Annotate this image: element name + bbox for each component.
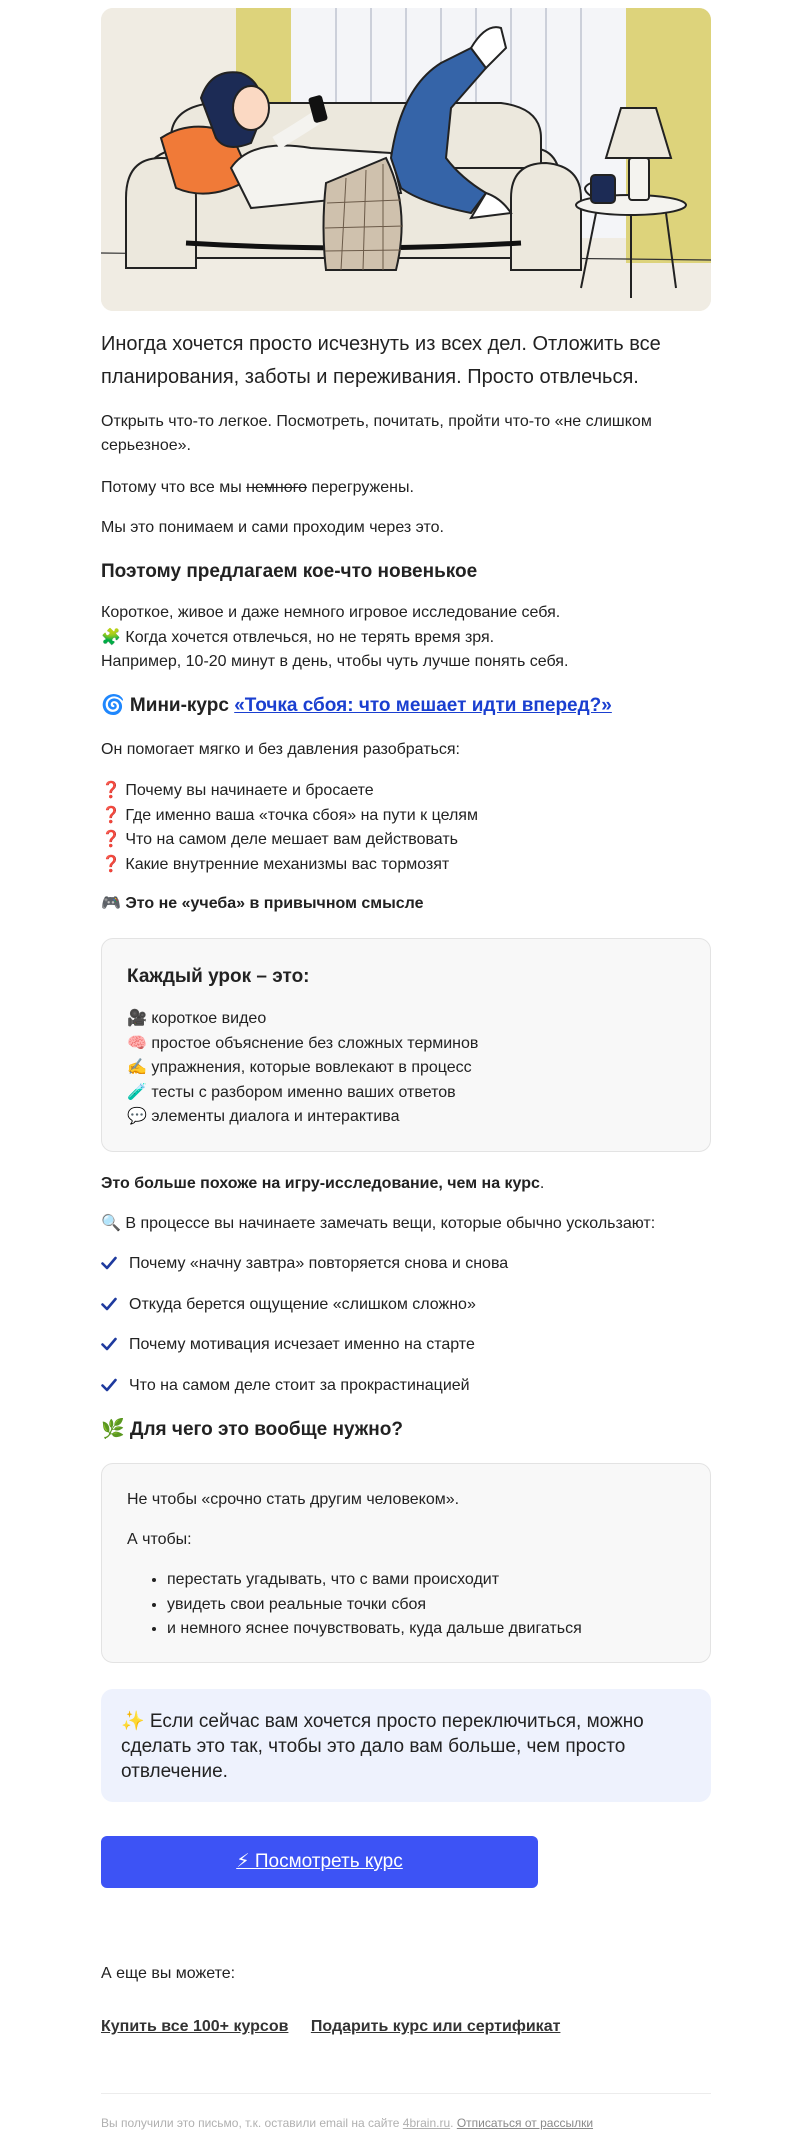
check-item-label: Почему мотивация исчезает именно на старте xyxy=(129,1336,475,1353)
check-item xyxy=(101,1374,711,1415)
intro-paragraph-1: Открыть что-то легкое. Посмотреть, почитать, пройти что-то «не слишком серьезное». xyxy=(101,413,652,454)
course-helps-text: Он помогает мягко и без давления разобраться: xyxy=(101,741,460,758)
question-item: ❓ Почему вы начинаете и бросаете xyxy=(101,782,374,799)
offer-heading: Поэтому предлагаем кое-что новенькое xyxy=(101,561,478,582)
intro-lead: Иногда хочется просто исчезнуть из всех дел. Отложить все планирования, заботы и переживания. Просто отвлечься. xyxy=(101,333,661,388)
question-item: ❓ Что на самом деле мешает вам действовать xyxy=(101,831,459,848)
more-label: А еще вы можете: xyxy=(101,1965,236,1982)
intro-p2-before: Потому что все мы xyxy=(101,479,247,496)
footer-separator: . xyxy=(450,2116,457,2130)
why-bullets xyxy=(127,1568,727,1642)
why-bullet: • перестать угадывать, что с вами происходит xyxy=(167,1568,727,1593)
why-box xyxy=(101,1463,711,1663)
why-bullet: • увидеть свои реальные точки сбоя xyxy=(167,1593,727,1618)
more-links xyxy=(101,2018,711,2036)
why-heading: 🌿 Для чего это вообще нужно? xyxy=(101,1419,403,1440)
check-item xyxy=(101,1293,711,1334)
question-item: ❓ Какие внутренние механизмы вас тормозят xyxy=(101,855,450,873)
intro-p2-strikethrough: немного xyxy=(246,479,308,496)
lesson-box-title: Каждый урок – это: xyxy=(127,966,310,987)
lesson-box xyxy=(101,938,711,1152)
check-item xyxy=(101,1333,711,1374)
site-link[interactable]: 4brain.ru xyxy=(402,2116,451,2130)
intro-paragraph-3: Мы это понимаем и сами проходим через это. xyxy=(101,519,444,536)
why-paragraph-2: А чтобы: xyxy=(127,1531,192,1548)
offer-line: Короткое, живое и даже немного игровое исследование себя. xyxy=(101,604,561,621)
why-paragraph-1: Не чтобы «срочно стать другим человеком». xyxy=(127,1491,460,1508)
buy-all-courses-link[interactable]: Купить все 100+ курсов xyxy=(101,2018,289,2035)
game-statement-dot: . xyxy=(539,1175,545,1192)
footer xyxy=(101,2114,711,2132)
callout-box xyxy=(101,1689,711,1802)
footer-divider xyxy=(101,2093,711,2094)
offer-line: 🧩 Когда хочется отвлечься, но не терять время зря. xyxy=(101,628,495,646)
checkmark-icon xyxy=(101,1377,117,1393)
gift-course-link[interactable]: Подарить курс или сертификат xyxy=(310,2018,561,2035)
footer-text: Вы получили это письмо, т.к. оставили email на сайте xyxy=(101,2116,403,2130)
check-item-label: Что на самом деле стоит за прокрастинацией xyxy=(129,1376,470,1394)
lesson-item: ✍️ упражнения, которые вовлекают в процесс xyxy=(127,1059,472,1076)
check-item xyxy=(101,1252,711,1293)
checkmark-icon xyxy=(101,1255,117,1271)
check-list xyxy=(101,1252,711,1414)
course-link[interactable]: «Точка сбоя: что мешает идти вперед?» xyxy=(234,695,612,716)
callout-text: ✨ Если сейчас вам хочется просто переключиться, можно сделать это так, чтобы это дало вам больше, чем просто отвлечение. xyxy=(121,1711,644,1782)
course-heading xyxy=(101,693,711,719)
course-heading-prefix: 🌀 Мини-курс xyxy=(101,695,235,716)
intro-paragraph-2 xyxy=(101,476,711,500)
lesson-item: 🧠 простое объяснение без сложных терминов xyxy=(127,1034,479,1052)
game-statement-bold: Это больше похоже на игру-исследование, чем на курс xyxy=(101,1175,540,1192)
offer-line: Например, 10-20 минут в день, чтобы чуть лучше понять себя. xyxy=(101,653,569,670)
why-bullet: • и немного яснее почувствовать, куда дальше двигаться xyxy=(167,1617,727,1642)
lesson-items xyxy=(127,1007,478,1130)
unsubscribe-link[interactable]: Отписаться от рассылки xyxy=(456,2116,594,2130)
hero-illustration xyxy=(101,8,711,311)
woman-on-sofa-illustration xyxy=(101,8,711,311)
lesson-item: 🎥 короткое видео xyxy=(127,1010,267,1027)
course-questions xyxy=(101,779,711,877)
checkmark-icon xyxy=(101,1336,117,1352)
question-item: ❓ Где именно ваша «точка сбоя» на пути к целям xyxy=(101,806,478,824)
view-course-button[interactable]: ⚡ Посмотреть курс xyxy=(101,1836,538,1888)
lesson-item: 🧪 тесты с разбором именно ваших ответов xyxy=(127,1083,456,1101)
check-item-label: Почему «начну завтра» повторяется снова и снова xyxy=(129,1255,509,1272)
lesson-item: 💬 элементы диалога и интерактива xyxy=(127,1108,400,1125)
offer-lines xyxy=(101,601,711,675)
checkmark-icon xyxy=(101,1296,117,1312)
intro-p2-after: перегружены. xyxy=(307,479,414,496)
game-statement xyxy=(101,1172,711,1196)
not-study-heading: 🎮 Это не «учеба» в привычном смысле xyxy=(101,895,424,912)
notice-text: 🔍 В процессе вы начинаете замечать вещи, которые обычно ускользают: xyxy=(101,1215,656,1232)
check-item-label: Откуда берется ощущение «слишком сложно» xyxy=(129,1295,476,1313)
